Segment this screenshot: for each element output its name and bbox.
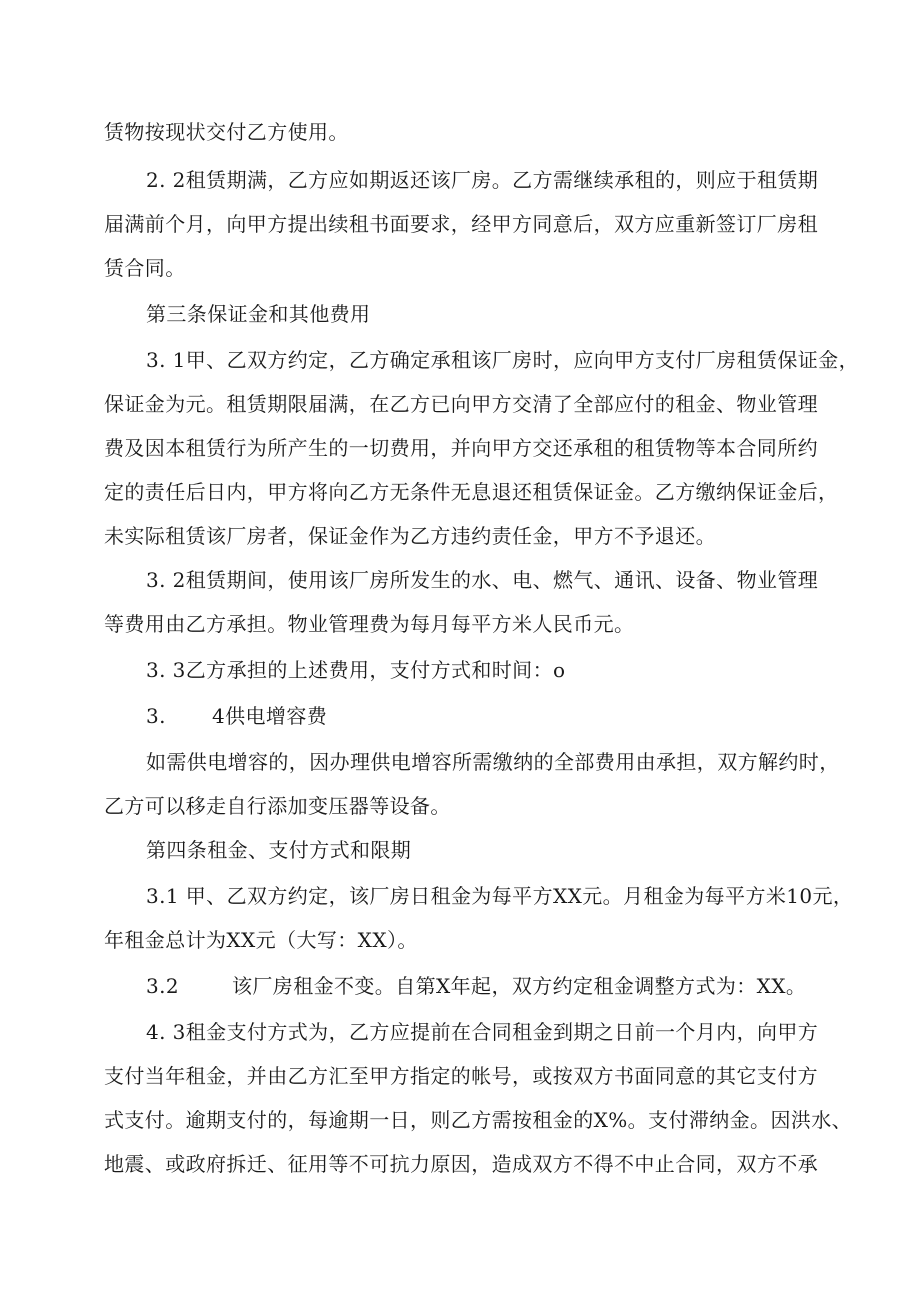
text-line-9: 定的责任后日内，甲方将向乙方无条件无息退还租赁保证金。乙方缴纳保证金后， bbox=[104, 480, 839, 504]
text-line-3: 届满前个月，向甲方提出续租书面要求，经甲方同意后，双方应重新签订厂房租 bbox=[104, 212, 818, 236]
text-line-23: 4. 3租金支付方式为，乙方应提前在合同租金到期之日前一个月内，向甲方 bbox=[146, 1020, 819, 1044]
clause-title-power-capacity: 4供电增容费 bbox=[212, 704, 328, 728]
clause-number-3-2: 3.2 bbox=[146, 974, 180, 998]
text-line-16: 如需供电增容的，因办理供电增容所需缴纳的全部费用由承担，双方解约时， bbox=[146, 750, 840, 774]
section-heading-3: 第三条保证金和其他费用 bbox=[146, 302, 371, 326]
text-line-11: 3. 2租赁期间，使用该厂房所发生的水、电、燃气、通讯、设备、物业管理 bbox=[146, 568, 819, 592]
text-line-8: 费及因本租赁行为所产生的一切费用，并向甲方交还承租的租赁物等本合同所约 bbox=[104, 436, 818, 460]
text-line-12: 等费用由乙方承担。物业管理费为每月每平方米人民币元。 bbox=[104, 612, 635, 636]
section-heading-4: 第四条租金、支付方式和限期 bbox=[146, 838, 412, 862]
text-line-17: 乙方可以移走自行添加变压器等设备。 bbox=[104, 794, 451, 818]
text-line-7: 保证金为元。租赁期限届满，在乙方已向甲方交清了全部应付的租金、物业管理 bbox=[104, 392, 818, 416]
text-line-19: 3.1 甲、乙双方约定，该厂房日租金为每平方XX元。月租金为每平方米10元， bbox=[146, 884, 854, 908]
clause-number-3-4: 3. bbox=[146, 704, 166, 728]
text-line-13: 3. 3乙方承担的上述费用，支付方式和时间：o bbox=[146, 658, 566, 682]
text-line-1: 赁物按现状交付乙方使用。 bbox=[104, 120, 349, 144]
text-line-24: 支付当年租金，并由乙方汇至甲方指定的帐号，或按双方书面同意的其它支付方 bbox=[104, 1064, 818, 1088]
text-line-25: 式支付。逾期支付的，每逾期一日，则乙方需按租金的X%。支付滞纳金。因洪水、 bbox=[104, 1108, 853, 1132]
text-line-10: 未实际租赁该厂房者，保证金作为乙方违约责任金，甲方不予退还。 bbox=[104, 524, 716, 548]
text-line-4: 赁合同。 bbox=[104, 256, 186, 280]
text-line-22: 该厂房租金不变。自第X年起，双方约定租金调整方式为：XX。 bbox=[232, 974, 807, 998]
text-line-2: 2. 2租赁期满，乙方应如期返还该厂房。乙方需继续承租的，则应于租赁期 bbox=[146, 168, 819, 192]
text-line-26: 地震、或政府拆迁、征用等不可抗力原因，造成双方不得不中止合同，双方不承 bbox=[104, 1152, 818, 1176]
text-line-20: 年租金总计为XX元（大写：XX）。 bbox=[104, 928, 418, 952]
text-line-6: 3. 1甲、乙双方约定，乙方确定承租该厂房时，应向甲方支付厂房租赁保证金， bbox=[146, 348, 859, 372]
